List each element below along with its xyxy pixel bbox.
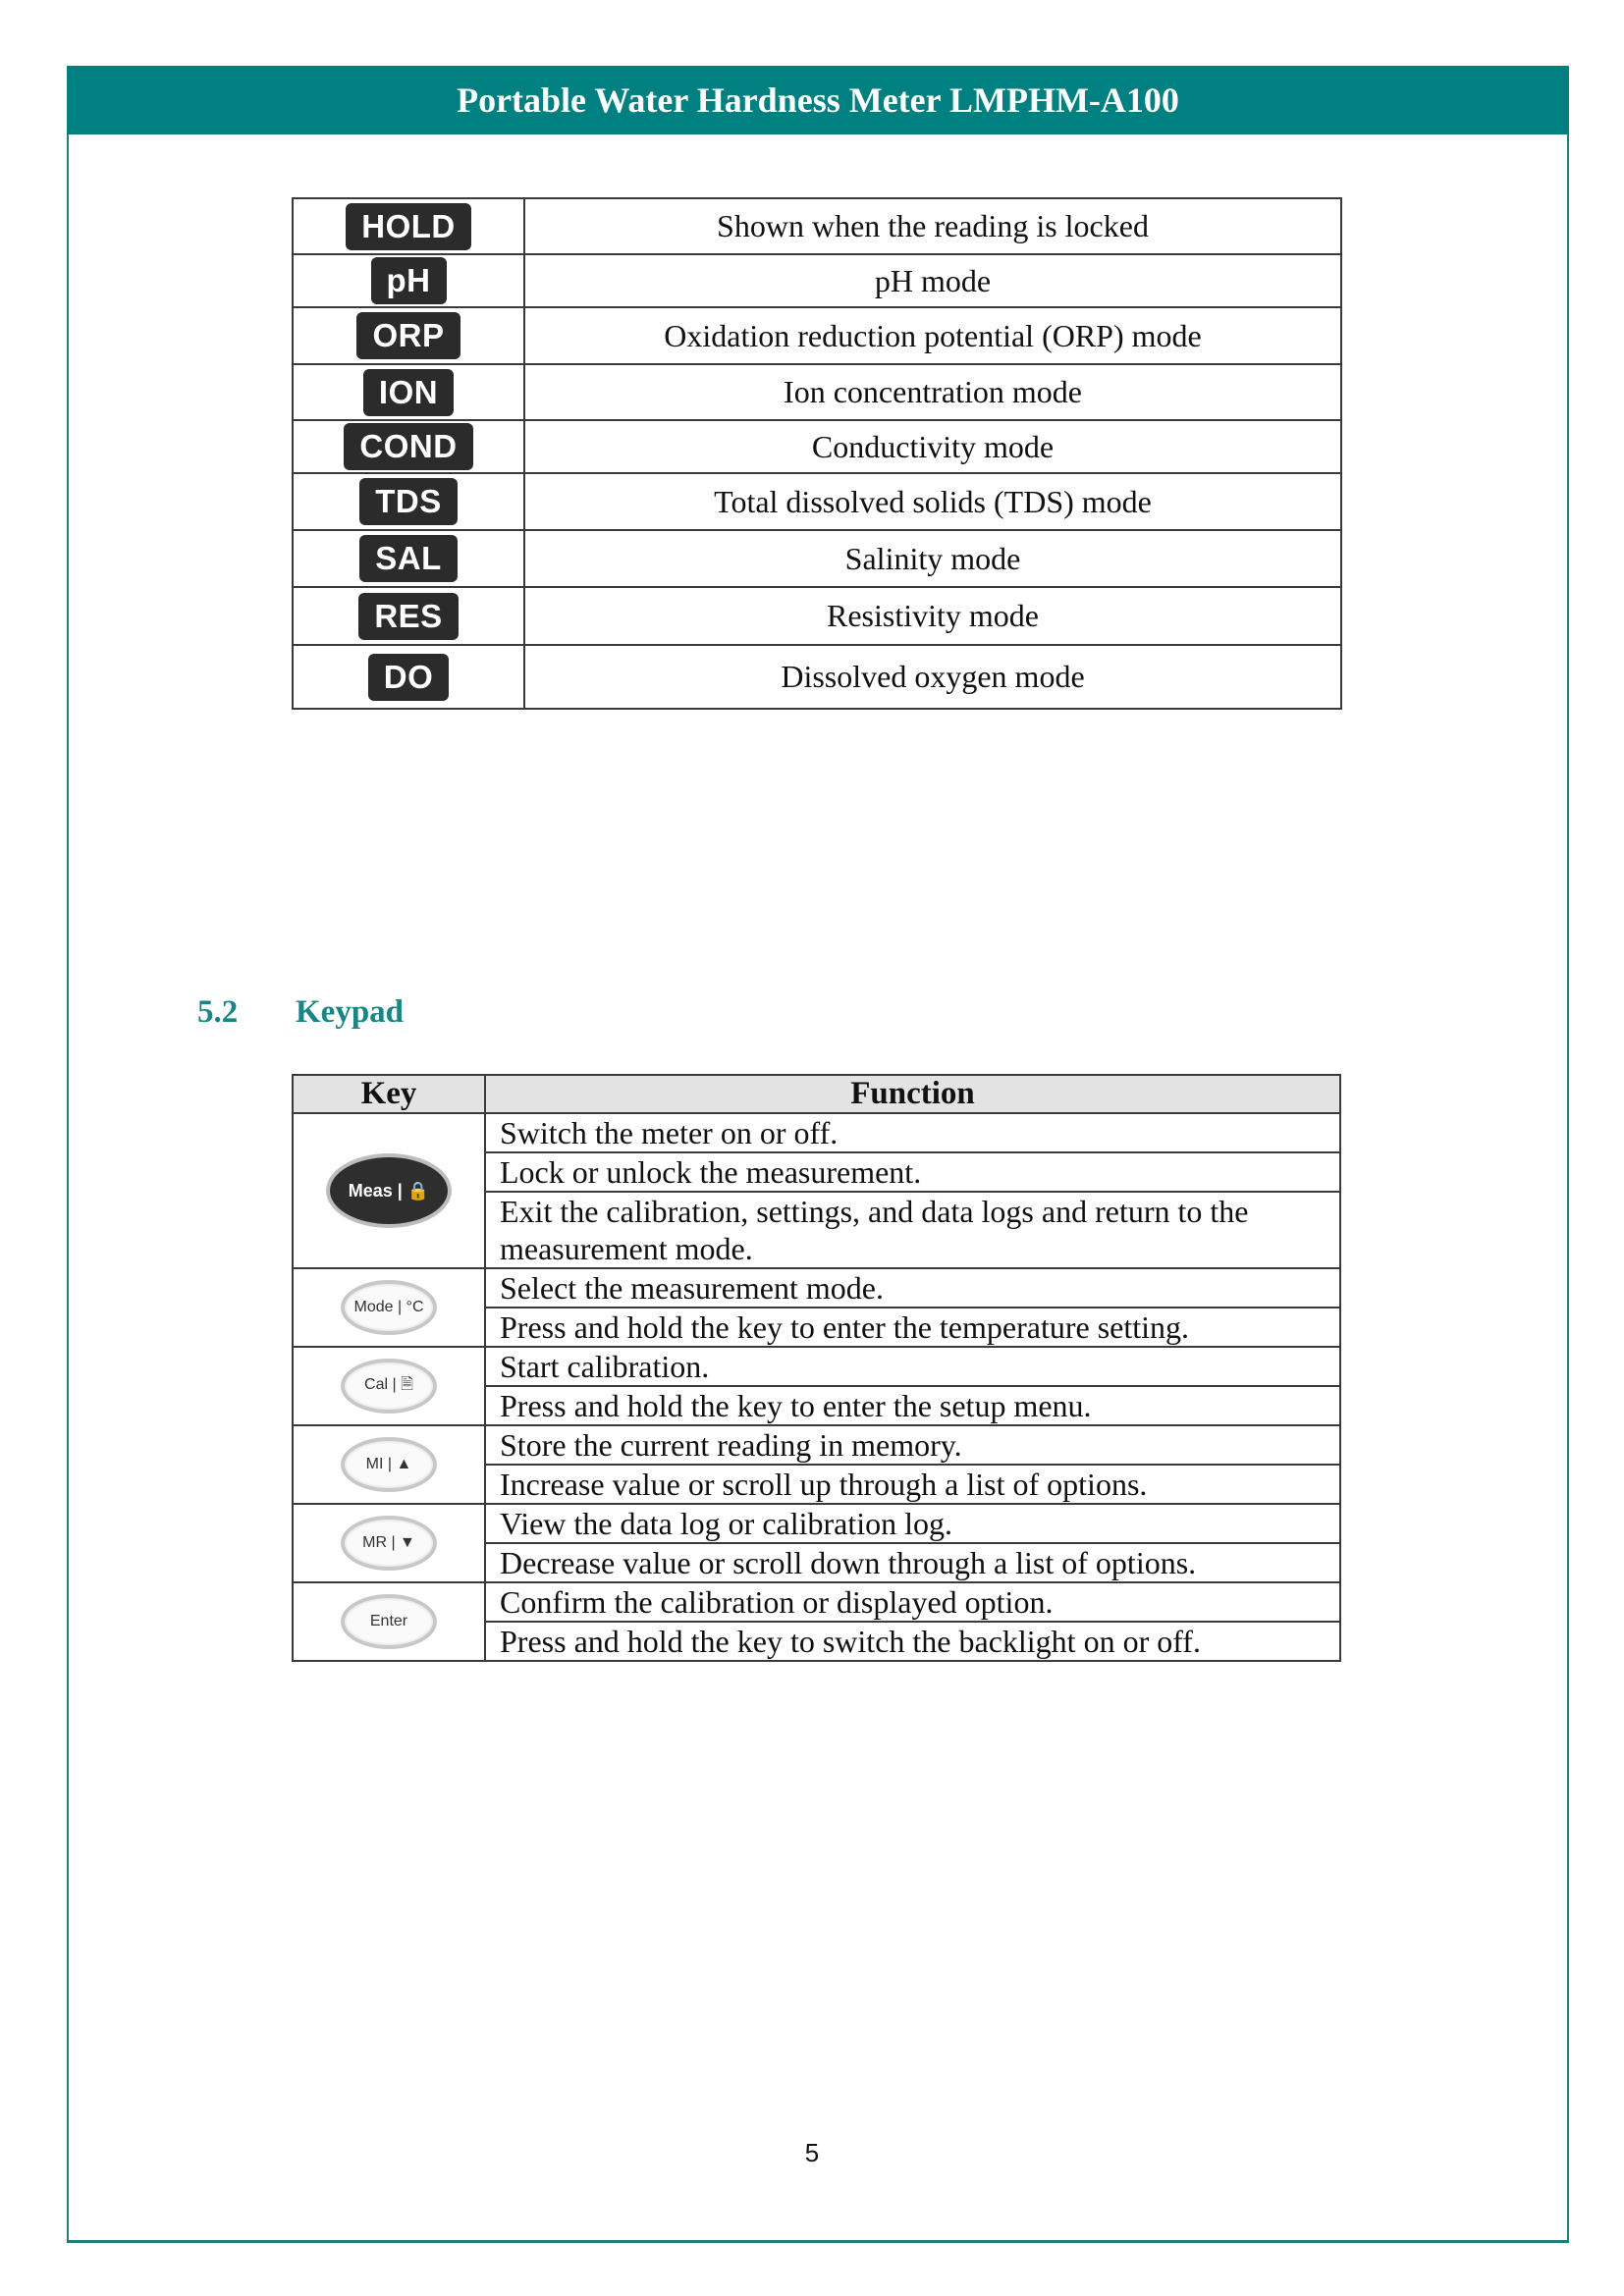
indicator-description: Conductivity mode	[524, 420, 1341, 473]
function-text: Increase value or scroll up through a list of options.	[485, 1465, 1340, 1504]
function-text: Decrease value or scroll down through a list of options.	[485, 1543, 1340, 1582]
table-row	[293, 1347, 1340, 1386]
table-row	[293, 307, 1341, 364]
table-row	[293, 473, 1341, 530]
function-text: View the data log or calibration log.	[485, 1504, 1340, 1543]
cond-indicator-icon: COND	[344, 423, 472, 470]
function-column-header: Function	[485, 1075, 1340, 1113]
function-text: Press and hold the key to switch the backlight on or off.	[485, 1622, 1340, 1661]
function-text: Press and hold the key to enter the setup menu.	[485, 1386, 1340, 1425]
ph-indicator-icon: pH	[371, 257, 447, 304]
keypad-table	[292, 1074, 1341, 1662]
mode-key-icon: Mode | °C	[341, 1280, 437, 1335]
res-indicator-icon: RES	[358, 593, 458, 640]
document-title: Portable Water Hardness Meter LMPHM-A100	[457, 80, 1179, 120]
meas-key-icon: Meas | 🔒	[330, 1157, 448, 1224]
function-text: Store the current reading in memory.	[485, 1425, 1340, 1465]
table-row	[293, 1113, 1340, 1152]
table-row	[293, 1582, 1340, 1622]
section-heading	[197, 994, 404, 1031]
indicator-description: Total dissolved solids (TDS) mode	[524, 473, 1341, 530]
mi-key-icon: MI | ▲	[341, 1437, 437, 1492]
indicator-description: Resistivity mode	[524, 587, 1341, 645]
function-text: Lock or unlock the measurement.	[485, 1152, 1340, 1192]
section-number: 5.2	[197, 994, 239, 1030]
table-header-row	[293, 1075, 1340, 1113]
section-title: Keypad	[296, 994, 405, 1030]
table-row	[293, 254, 1341, 307]
sal-indicator-icon: SAL	[359, 535, 458, 582]
page-number: 5	[804, 2138, 820, 2167]
ion-indicator-icon: ION	[363, 369, 454, 416]
indicator-description: Salinity mode	[524, 530, 1341, 587]
indicator-description: pH mode	[524, 254, 1341, 307]
table-row	[293, 587, 1341, 645]
table-row	[293, 530, 1341, 587]
function-text: Confirm the calibration or displayed option.	[485, 1582, 1340, 1622]
function-text: Press and hold the key to enter the temperature setting.	[485, 1308, 1340, 1347]
table-row	[293, 1268, 1340, 1308]
function-text: Exit the calibration, settings, and data logs and return to the measurement mode.	[485, 1192, 1340, 1268]
indicator-description: Shown when the reading is locked	[524, 198, 1341, 254]
table-row	[293, 1425, 1340, 1465]
document-header	[67, 66, 1569, 134]
table-row	[293, 420, 1341, 473]
table-row	[293, 364, 1341, 420]
indicator-description: Ion concentration mode	[524, 364, 1341, 420]
table-row	[293, 645, 1341, 709]
table-row	[293, 198, 1341, 254]
hold-indicator-icon: HOLD	[346, 203, 471, 250]
function-text: Start calibration.	[485, 1347, 1340, 1386]
do-indicator-icon: DO	[368, 654, 450, 701]
function-text: Select the measurement mode.	[485, 1268, 1340, 1308]
mr-key-icon: MR | ▼	[341, 1516, 437, 1571]
function-text: Switch the meter on or off.	[485, 1113, 1340, 1152]
key-column-header: Key	[293, 1075, 485, 1113]
table-row	[293, 1504, 1340, 1543]
enter-key-icon: Enter	[341, 1594, 437, 1649]
indicator-description: Dissolved oxygen mode	[524, 645, 1341, 709]
tds-indicator-icon: TDS	[359, 478, 458, 525]
orp-indicator-icon: ORP	[356, 312, 460, 359]
indicator-table	[292, 197, 1342, 710]
cal-key-icon: Cal | 🗎	[341, 1359, 437, 1414]
indicator-description: Oxidation reduction potential (ORP) mode	[524, 307, 1341, 364]
